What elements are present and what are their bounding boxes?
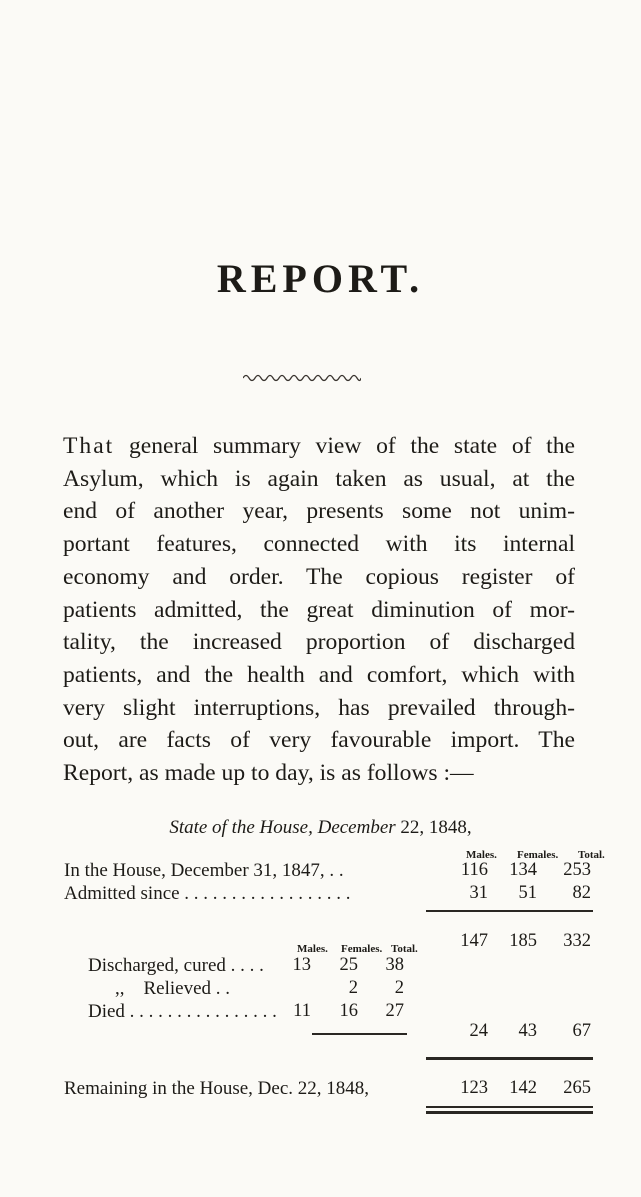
paragraph-line: patients, and the health and comfort, which with (63, 661, 575, 688)
sub-cell-females: 2 (348, 978, 358, 998)
subtotal-total: 332 (563, 931, 591, 951)
paragraph-line: Asylum, which is again taken as usual, at the (63, 465, 575, 492)
subtotal-males: 147 (460, 931, 488, 951)
sub-row-label: Discharged, cured . . . . (88, 955, 264, 976)
paragraph-line: patients admitted, the great diminution of mor- (63, 596, 575, 623)
sub-cell-males: 11 (293, 1001, 311, 1021)
sub-cell-total: 2 (394, 978, 404, 998)
deduct-females: 43 (518, 1021, 537, 1041)
remaining-label: Remaining in the House, Dec. 22, 1848, (64, 1078, 370, 1099)
total-rule (426, 1057, 593, 1060)
report-paragraph (63, 430, 575, 790)
paragraph-line: portant features, connected with its internal (63, 531, 575, 558)
cell-females: 134 (509, 860, 537, 880)
sub-cell-total: 27 (385, 1001, 404, 1021)
col-header-females: Females. (517, 849, 559, 861)
col-header-males: Males. (466, 849, 497, 861)
deduct-males: 24 (469, 1021, 488, 1041)
sub-row-label: ,, Relieved . . (115, 978, 231, 999)
double-rule-bottom (426, 1111, 593, 1114)
remaining-females: 142 (509, 1078, 537, 1098)
paragraph-line: That general summary view of the state of the (63, 433, 575, 459)
sum-rule (551, 910, 593, 912)
sub-col-header-males: Males. (297, 943, 328, 955)
double-rule-top (426, 1106, 593, 1108)
sub-col-header-total: Total. (391, 943, 418, 955)
cell-males: 116 (460, 860, 488, 880)
wavy-ornament (243, 372, 361, 384)
sub-row-label: Died . . . . . . . . . . . . . . . . (88, 1001, 277, 1022)
cell-females: 51 (518, 883, 537, 903)
cell-males: 31 (469, 883, 488, 903)
report-title: REPORT. (216, 256, 425, 301)
sum-rule (426, 910, 556, 912)
subtotal-females: 185 (509, 931, 537, 951)
cell-total: 82 (572, 883, 591, 903)
cell-total: 253 (563, 860, 591, 880)
paragraph-line: end of another year, presents some not unim- (63, 498, 575, 525)
sub-col-header-females: Females. (341, 943, 383, 955)
row-label: In the House, December 31, 1847, . . (64, 860, 344, 881)
sub-cell-females: 16 (339, 1001, 358, 1021)
paragraph-line: very slight interruptions, has prevailed through- (63, 694, 575, 721)
state-heading: State of the House, December 22, 1848, (169, 817, 472, 838)
remaining-males: 123 (460, 1078, 488, 1098)
paragraph-first-word: That (63, 433, 115, 459)
paragraph-line: economy and order. The copious register of (63, 563, 575, 590)
col-header-total: Total. (578, 849, 605, 861)
paragraph-line: tality, the increased proportion of discharged (63, 629, 575, 656)
bracket-rule (312, 1033, 407, 1035)
sub-cell-total: 38 (385, 955, 404, 975)
paragraph-line: out, are facts of very favourable import. The (63, 727, 575, 754)
sub-cell-males: 13 (292, 955, 311, 975)
deduct-total: 67 (572, 1021, 591, 1041)
remaining-total: 265 (563, 1078, 591, 1098)
sub-cell-females: 25 (339, 955, 358, 975)
row-label: Admitted since . . . . . . . . . . . . . . . . . . (64, 883, 351, 904)
paragraph-line: Report, as made up to day, is as follows :— (63, 760, 474, 787)
